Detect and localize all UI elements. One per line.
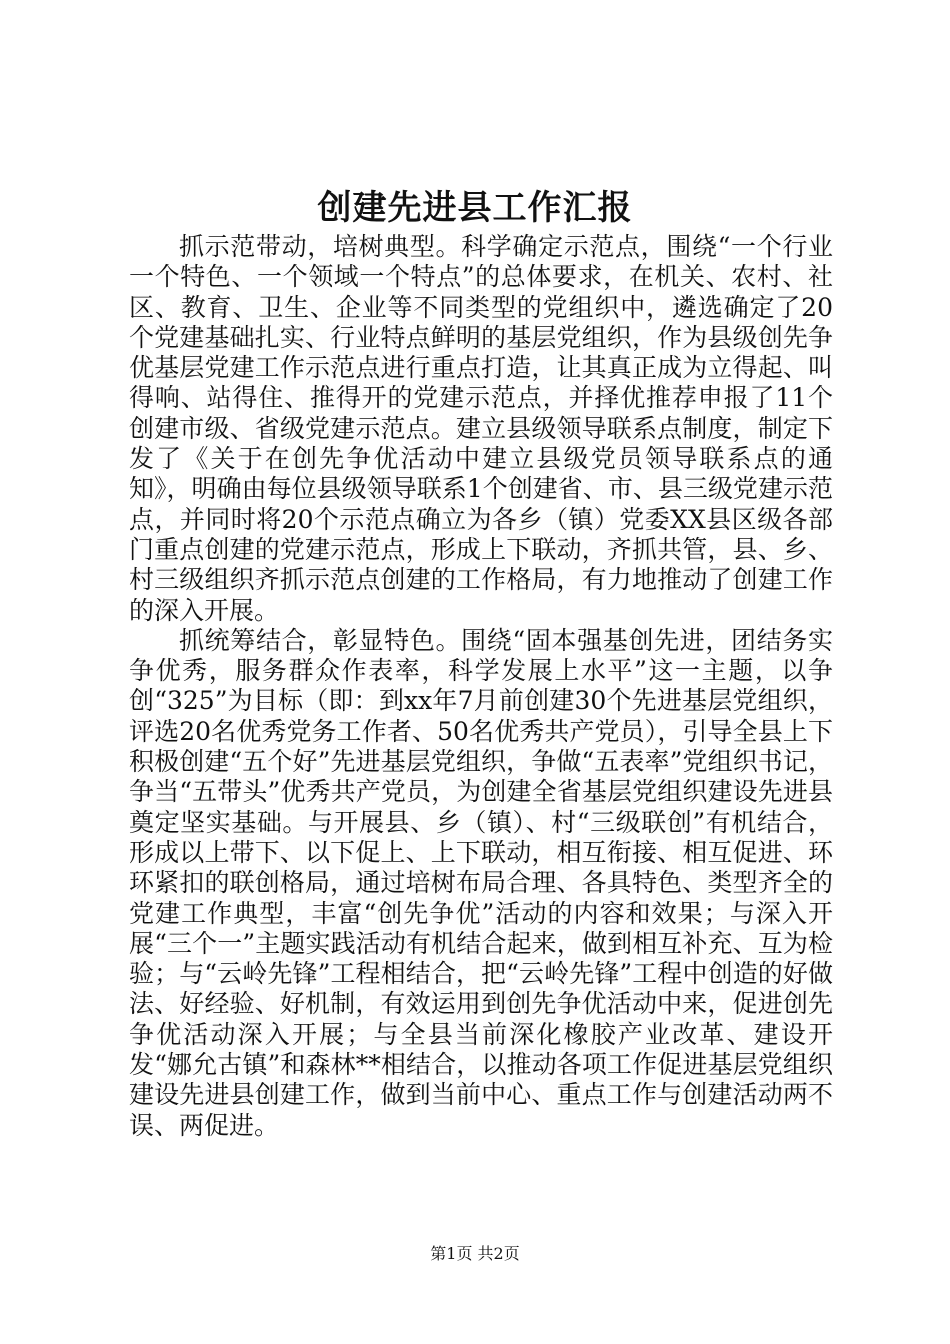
page-footer: 第1页 共2页 <box>430 1244 520 1263</box>
document-body <box>129 232 833 1141</box>
paragraph-2: 抓统筹结合，彰显特色。围绕“固本强基创先进，团结务实争优秀，服务群众作表率，科学发展上水平”这一主题，以争创“325”为目标（即：到xx年7月前创建30个先进基层党组织，评选20名优秀党务工作者、50名优秀共产党员），引导全县上下积极创建“五个好”先进基层党组织，争做“五表率”党组织书记，争当“五带头”优秀共产党员，为创建全省基层党组织建设先进县奠定坚实基础。与开展县、乡（镇）、村“三级联创”有机结合，形成以上带下、以下促上、上下联动，相互衔接、相互促进、环环紧扣的联创格局，通过培树布局合理、各具特色、类型齐全的党建工作典型，丰富“创先争优”活动的内容和效果；与深入开展“三个一”主题实践活动有机结合起来，做到相互补充、互为检验；与“云岭先锋”工程相结合，把“云岭先锋”工程中创造的好做法、好经验、好机制，有效运用到创先争优活动中来，促进创先争优活动深入开展；与全县当前深化橡胶产业改革、建设开发“娜允古镇”和森林**相结合，以推动各项工作促进基层党组织建设先进县创建工作，做到当前中心、重点工作与创建活动两不误、两促进。 <box>129 625 833 1140</box>
document-title: 创建先进县工作汇报 <box>317 188 633 228</box>
paragraph-1: 抓示范带动，培树典型。科学确定示范点，围绕“一个行业一个特色、一个领域一个特点”的总体要求，在机关、农村、社区、教育、卫生、企业等不同类型的党组织中，遴选确定了20个党建基础扎实、行业特点鲜明的基层党组织，作为县级创先争优基层党建工作示范点进行重点打造，让其真正成为立得起、叫得响、站得住、推得开的党建示范点，并择优推荐申报了11个创建市级、省级党建示范点。建立县级领导联系点制度，制定下发了《关于在创先争优活动中建立县级党员领导联系点的通知》，明确由每位县级领导联系1个创建省、市、县三级党建示范点，并同时将20个示范点确立为各乡（镇）党委XX县区级各部门重点创建的党建示范点，形成上下联动，齐抓共管，县、乡、村三级组织齐抓示范点创建的工作格局，有力地推动了创建工作的深入开展。 <box>129 232 833 625</box>
